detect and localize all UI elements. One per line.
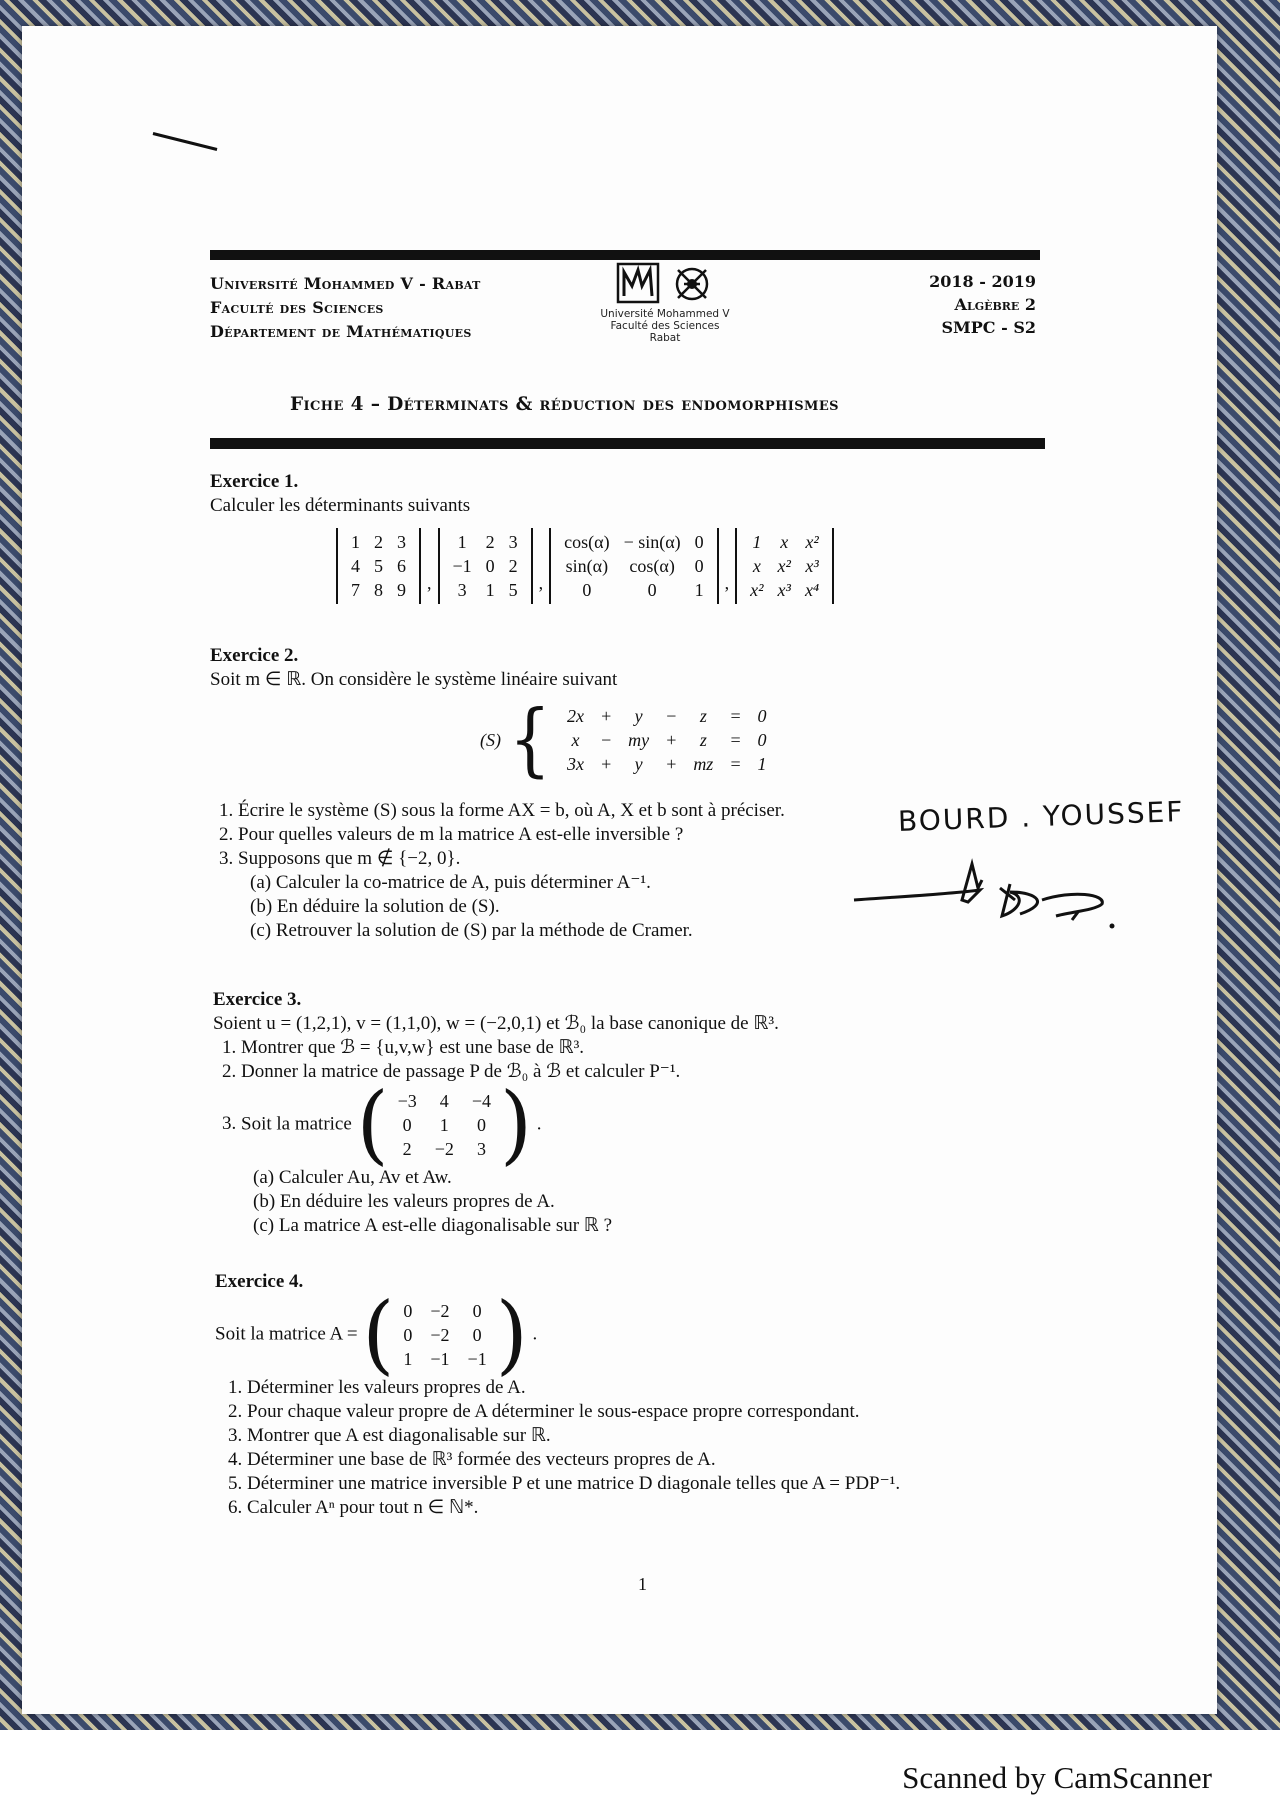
exercise-4-intro: [215, 1284, 900, 1385]
determinants-row: [336, 528, 834, 604]
ex4-intro-suffix: .: [532, 1323, 538, 1345]
course-header: [880, 270, 1036, 339]
institution-header: [210, 272, 481, 344]
faculty-emblem-icon: [670, 262, 714, 304]
logo-caption-2: Faculté des Sciences: [610, 320, 720, 332]
det2-cell: 2: [508, 555, 518, 576]
ex2-question-2: 2. Pour quelles valeurs de m la matrice A est-elle inversible ?: [238, 823, 850, 847]
det1-cell: 5: [374, 555, 383, 576]
ex2-question-3a: (a) Calculer la co-matrice de A, puis déterminer A⁻¹.: [250, 872, 651, 893]
handwritten-name: BOURD . YOUSSEF: [897, 795, 1185, 838]
system-term: my: [628, 729, 650, 750]
exercise-1: [210, 470, 470, 518]
det1-cell: 1: [351, 531, 360, 552]
system-term: +: [600, 753, 613, 774]
matrix-a-ex3: [356, 1074, 533, 1175]
ex4-question-3: 3. Montrer que A est diagonalisable sur ℝ.: [247, 1424, 900, 1448]
system-term: mz: [693, 753, 714, 774]
det3-cell: 1: [694, 579, 704, 600]
ex4-question-6: 6. Calculer Aⁿ pour tout n ∈ ℕ*.: [247, 1496, 900, 1520]
matrix-cell: 0: [403, 1325, 413, 1345]
det1-cell: 3: [397, 531, 406, 552]
matrix-cell: 0: [476, 1115, 486, 1135]
course-level: SMPC - S2: [941, 318, 1036, 337]
det4-cell: x⁴: [804, 579, 820, 600]
det1-cell: 4: [351, 555, 360, 576]
academic-year: 2018 - 2019: [929, 272, 1036, 291]
exercise-4: [215, 1270, 900, 1520]
det2-cell: 2: [485, 531, 495, 552]
determinant-4: [735, 528, 834, 604]
det4-cell: 1: [752, 531, 762, 552]
university-name: Université Mohammed V - Rabat: [210, 274, 481, 293]
system-term: =: [729, 753, 742, 774]
exercise-3: [213, 988, 779, 1238]
det1-cell: 7: [351, 579, 360, 600]
ex4-question-2: 2. Pour chaque valeur propre de A déterminer le sous-espace propre correspondant.: [247, 1400, 900, 1424]
matrix-cell: 0: [403, 1301, 413, 1321]
determinant-2: [438, 528, 533, 604]
exercise-3-intro: Soient u = (1,2,1), v = (1,1,0), w = (−2,0,1) et ℬ₀ la base canonique de ℝ³.: [213, 1013, 779, 1034]
exercise-2-intro: Soit m ∈ ℝ. On considère le système linéaire suivant: [210, 669, 618, 690]
exercise-3-title: Exercice 3.: [213, 989, 302, 1010]
det2-cell: 1: [457, 531, 467, 552]
system-term: +: [665, 753, 678, 774]
det2-cell: 5: [508, 579, 518, 600]
matrix-cell: −2: [430, 1325, 450, 1345]
det3-cell: 0: [694, 531, 704, 552]
matrix-cell: −2: [430, 1301, 450, 1321]
det-separator: ,: [724, 573, 730, 593]
det4-cell: x³: [777, 579, 791, 600]
left-paren: (: [362, 1284, 395, 1385]
left-paren: (: [356, 1074, 389, 1175]
ex2-question-3c: (c) Retrouver la solution de (S) par la méthode de Cramer.: [250, 920, 693, 941]
det-separator: ,: [427, 573, 432, 593]
system-term: +: [665, 729, 678, 750]
system-term: x: [571, 729, 580, 750]
matrix-a-ex4: [362, 1284, 528, 1385]
ex3-question-2: 2. Donner la matrice de passage P de ℬ₀ à ℬ et calculer P⁻¹.: [241, 1060, 779, 1084]
handwritten-signature-icon: [850, 840, 1150, 950]
det1-cell: 2: [374, 531, 383, 552]
scanner-watermark: Scanned by CamScanner: [902, 1760, 1212, 1795]
ex2-question-3-text: Supposons que m ∉ {−2, 0}.: [238, 848, 461, 869]
matrix-cell: −1: [430, 1349, 450, 1369]
exercise-4-title: Exercice 4.: [215, 1271, 304, 1292]
system-brace: {: [509, 693, 551, 786]
det3-cell: sin(α): [565, 555, 609, 576]
exercise-2: [210, 644, 617, 692]
ex2-question-3b: (b) En déduire la solution de (S).: [250, 896, 500, 917]
matrix-cell: 3: [476, 1139, 486, 1159]
ex3-question-1: 1. Montrer que ℬ = {u,v,w} est une base de ℝ³.: [241, 1036, 779, 1060]
system-term: 2x: [567, 705, 584, 726]
ex4-question-4: 4. Déterminer une base de ℝ³ formée des vecteurs propres de A.: [247, 1448, 900, 1472]
system-label: (S): [480, 729, 501, 750]
det2-cell: 3: [508, 531, 518, 552]
exercise-1-title: Exercice 1.: [210, 471, 299, 492]
system-term: =: [729, 729, 742, 750]
ex3-question-3a: (a) Calculer Au, Av et Aw.: [253, 1167, 452, 1188]
header-rule-bottom: [210, 438, 1045, 449]
ex3-question-3-suffix: .: [536, 1113, 542, 1135]
det1-cell: 6: [397, 555, 406, 576]
det1-cell: 9: [397, 579, 406, 600]
system-term: =: [729, 705, 742, 726]
system-term: 0: [757, 705, 767, 726]
page-number: 1: [638, 1574, 647, 1594]
system-term: z: [699, 729, 707, 750]
matrix-cell: 1: [403, 1349, 413, 1369]
ex3-question-3c: (c) La matrice A est-elle diagonalisable sur ℝ ?: [253, 1215, 613, 1236]
university-logo: [570, 262, 760, 348]
system-term: y: [634, 705, 643, 726]
ex3-question-3b: (b) En déduire les valeurs propres de A.: [253, 1191, 555, 1212]
det3-cell: 0: [647, 579, 657, 600]
det2-cell: 1: [485, 579, 495, 600]
exercise-2-questions: [210, 799, 850, 943]
matrix-cell: −2: [434, 1139, 454, 1159]
system-term: 0: [757, 729, 767, 750]
det4-cell: x: [752, 555, 761, 576]
sheet-title: Fiche 4 – Déterminats & réduction des endomorphismes: [290, 394, 839, 415]
system-term: −: [600, 729, 613, 750]
university-emblem-icon: [616, 262, 660, 304]
linear-system: [480, 693, 774, 786]
det3-cell: cos(α): [629, 555, 675, 576]
matrix-cell: −1: [467, 1349, 487, 1369]
ex2-question-3: [238, 847, 850, 943]
faculty-name: Faculté des Sciences: [210, 298, 384, 317]
matrix-cell: 0: [472, 1325, 482, 1345]
system-term: −: [665, 705, 678, 726]
ex4-intro-prefix: Soit la matrice A =: [215, 1323, 358, 1345]
logo-caption-1: Université Mohammed V: [600, 308, 730, 320]
system-term: +: [600, 705, 613, 726]
department-name: Département de Mathématiques: [210, 322, 472, 341]
det4-cell: x²: [777, 555, 791, 576]
determinant-3: [549, 528, 719, 604]
det2-cell: −1: [452, 555, 472, 576]
logo-caption-3: Rabat: [649, 332, 681, 344]
ex4-question-1: 1. Déterminer les valeurs propres de A.: [247, 1376, 900, 1400]
exercise-1-intro: Calculer les déterminants suivants: [210, 495, 471, 516]
system-term: z: [699, 705, 707, 726]
header-rule-top: [210, 250, 1040, 260]
system-term: y: [634, 753, 643, 774]
det1-cell: 8: [374, 579, 383, 600]
matrix-cell: 2: [402, 1139, 412, 1159]
det2-cell: 0: [485, 555, 495, 576]
ex3-question-3-prefix: Soit la matrice: [241, 1113, 352, 1135]
matrix-cell: −4: [471, 1091, 492, 1111]
matrix-cell: 0: [402, 1115, 412, 1135]
right-paren: ): [495, 1284, 528, 1385]
ex2-question-1: 1. Écrire le système (S) sous la forme AX = b, où A, X et b sont à préciser.: [238, 799, 850, 823]
system-term: 1: [757, 753, 767, 774]
determinant-1: [336, 528, 421, 604]
matrix-cell: 4: [439, 1091, 449, 1111]
det3-cell: cos(α): [564, 531, 610, 552]
matrix-cell: −3: [397, 1091, 417, 1111]
det-separator: ,: [538, 573, 544, 593]
exercise-2-title: Exercice 2.: [210, 645, 299, 666]
det3-cell: 0: [582, 579, 592, 600]
det4-cell: x: [780, 531, 789, 552]
det4-cell: x²: [805, 531, 819, 552]
right-paren: ): [500, 1074, 533, 1175]
course-name: Algèbre 2: [954, 295, 1036, 314]
matrix-cell: 1: [439, 1115, 449, 1135]
system-term: 3x: [567, 753, 584, 774]
det4-cell: x²: [750, 579, 764, 600]
ex4-question-5: 5. Déterminer une matrice inversible P et une matrice D diagonale telles que A = PDP⁻¹.: [247, 1472, 900, 1496]
det3-cell: 0: [694, 555, 704, 576]
det4-cell: x³: [805, 555, 819, 576]
matrix-cell: 0: [472, 1301, 482, 1321]
det3-cell: − sin(α): [623, 531, 681, 552]
ex3-question-3: [241, 1074, 779, 1238]
det2-cell: 3: [457, 579, 467, 600]
